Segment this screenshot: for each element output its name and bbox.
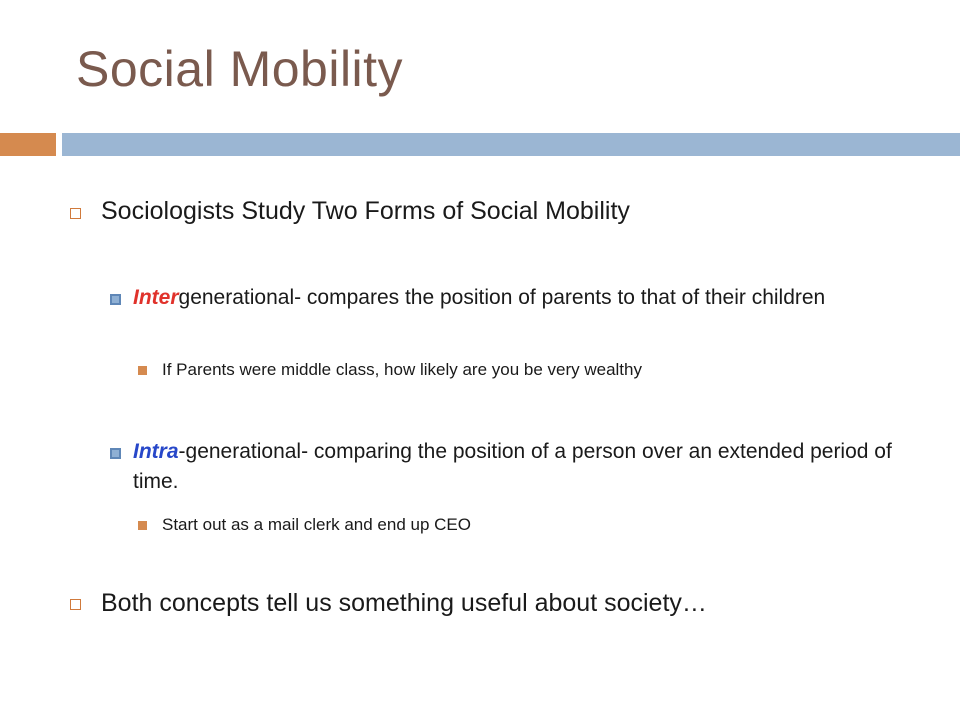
filled-square-bullet-icon <box>110 448 121 459</box>
bullet-level1-text: Both concepts tell us something useful about society… <box>101 589 707 617</box>
emphasis-inter: Inter <box>133 286 179 309</box>
bullet-level3-text: Start out as a mail clerk and end up CEO <box>162 515 471 534</box>
square-outline-bullet-icon <box>70 208 81 219</box>
filled-square-bullet-icon <box>110 294 121 305</box>
bullet-level2-rest: generational- compares the position of parents to that of their children <box>178 286 826 309</box>
bullet-level2-text <box>133 437 913 497</box>
slide-title: Social Mobility <box>76 41 404 97</box>
emphasis-intra: Intra <box>133 440 179 463</box>
bullet-level1-text: Sociologists Study Two Forms of Social Mobility <box>101 197 630 225</box>
bullet-level3-text: If Parents were middle class, how likely are you be very wealthy <box>162 360 642 379</box>
accent-bar-right <box>62 133 960 156</box>
bullet-level2-text <box>133 283 913 313</box>
small-square-bullet-icon <box>138 521 147 530</box>
small-square-bullet-icon <box>138 366 147 375</box>
square-outline-bullet-icon <box>70 599 81 610</box>
accent-bar-left <box>0 133 56 156</box>
bullet-level2-rest: -generational- comparing the position of a person over an extended period of time. <box>133 440 892 493</box>
